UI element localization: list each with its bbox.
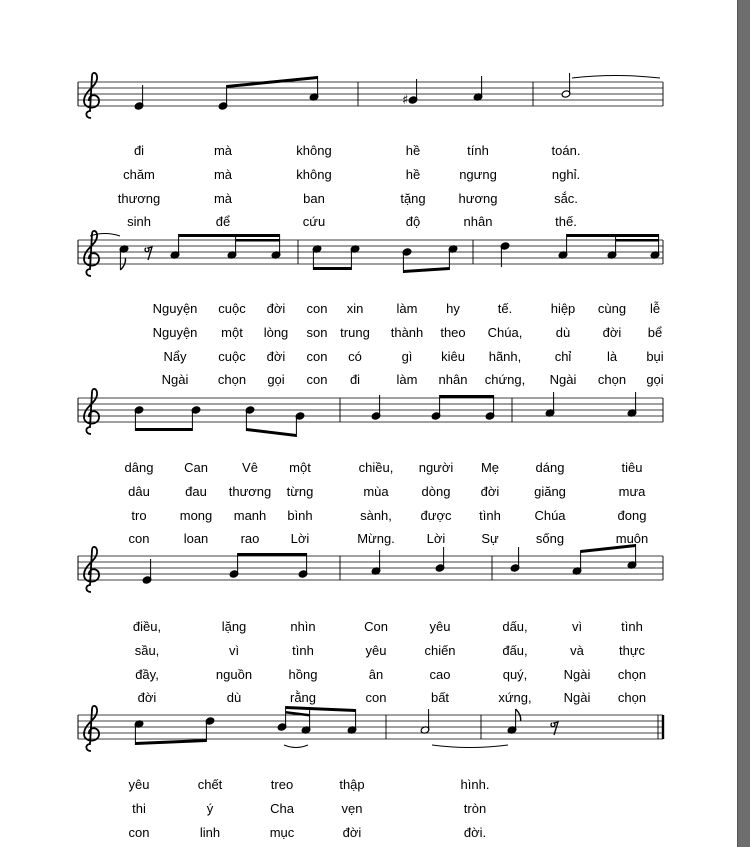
lyric-word: sành,	[360, 507, 392, 523]
lyric-word: con	[128, 824, 150, 840]
lyric-word: muôn	[615, 531, 649, 547]
lyric-word: cuộc	[218, 301, 246, 316]
lyric-word: vì	[571, 619, 583, 634]
lyric-word: đau	[185, 483, 207, 499]
lyric-word: dáng	[535, 460, 565, 475]
lyric-word: linh	[199, 824, 221, 840]
lyric-word: đời	[266, 348, 286, 364]
lyric-word: con	[306, 372, 328, 388]
lyric-word: đời	[602, 324, 622, 340]
lyric-word: hương	[458, 190, 498, 206]
lyric-word: tặng	[400, 190, 426, 206]
lyric-word: Ngài	[563, 666, 591, 682]
lyric-word: chỉ	[554, 348, 572, 364]
lyric-word: ân	[368, 666, 384, 682]
lyric-word: đời.	[463, 824, 487, 840]
lyric-word: thi	[132, 800, 146, 816]
lyric-word: đi	[349, 372, 361, 388]
lyric-word: con	[365, 690, 387, 706]
lyric-word: đời	[137, 690, 157, 706]
sub-beam-1-0-0	[236, 239, 280, 242]
lyric-word: Mẹ	[480, 460, 500, 475]
lyric-word: chết	[197, 777, 223, 792]
lyric-word: vẹn	[341, 800, 363, 816]
lyric-word: để	[215, 214, 231, 230]
lyric-word: thương	[117, 190, 161, 206]
lyric-word: gì	[401, 348, 413, 364]
lyric-word: ngưng	[459, 166, 497, 182]
lyric-word: tròn	[463, 800, 487, 816]
lyric-word: cao	[429, 666, 451, 682]
lyric-word: lễ	[649, 301, 661, 316]
lyric-word: Vê	[242, 460, 258, 475]
lyric-word: mà	[213, 143, 233, 158]
beam-2-0	[135, 428, 192, 431]
lyric-word: tiêu	[621, 460, 643, 475]
lyric-word: nhân	[463, 214, 493, 230]
lyric-word: Ngài	[563, 690, 591, 706]
treble-clef-1	[84, 231, 99, 276]
lyric-word: hề	[405, 166, 421, 182]
lyric-word: rằng	[289, 690, 317, 706]
lyric-word: không	[296, 166, 332, 182]
lyric-word: Chúa,	[487, 324, 523, 340]
lyric-word: mong	[179, 507, 213, 523]
lyric-word: ý	[206, 800, 214, 816]
beam-1-1	[313, 267, 351, 270]
lyric-word: Chúa	[534, 507, 566, 523]
lyric-word: xứng,	[498, 690, 532, 706]
lyric-word: chăm	[123, 166, 155, 182]
tie-0-0	[572, 76, 660, 79]
lyric-word: Ngài	[161, 372, 189, 388]
lyric-word: đời	[480, 483, 500, 499]
lyric-word: con	[128, 531, 150, 547]
lyric-word: đời	[342, 824, 362, 840]
lyric-word: dấu,	[502, 619, 528, 634]
lyric-word: mục	[269, 824, 295, 840]
beam-3-0	[238, 553, 307, 556]
lyric-word: thế.	[555, 214, 577, 230]
lyric-word: dù	[555, 324, 571, 340]
treble-clef-0	[84, 73, 99, 118]
lyric-word: tính	[467, 143, 489, 158]
beam-1-2	[403, 267, 449, 273]
lyric-word: Lời	[426, 531, 446, 547]
lyric-word: dâu	[128, 483, 150, 499]
lyric-word: nhân	[438, 372, 468, 388]
lyric-word: làm	[396, 372, 418, 388]
tie-4-1	[432, 745, 508, 748]
lyric-word: và	[570, 642, 584, 658]
lyric-word: hề	[405, 143, 421, 158]
lyric-word: vì	[228, 642, 240, 658]
lyric-word: một	[289, 460, 311, 475]
tie-4-0	[284, 745, 308, 748]
lyric-word: chọn	[617, 666, 647, 682]
lyric-word: Ngài	[549, 372, 577, 388]
lyric-word: tình	[479, 507, 501, 523]
lyric-word: hình.	[460, 777, 490, 792]
lyric-word: Can	[184, 460, 208, 475]
sub-beam-4-1-0	[286, 711, 310, 717]
lyric-word: bể	[647, 324, 663, 340]
lyric-word: toán.	[551, 143, 581, 158]
lyric-word: cứu	[302, 214, 326, 230]
lyric-word: lặng	[221, 619, 247, 634]
lyric-word: gọi	[646, 372, 664, 388]
lyric-word: giăng	[534, 483, 566, 499]
lyric-word: kiêu	[441, 348, 465, 364]
lyric-word: Lời	[290, 531, 310, 547]
lyric-word: sắc.	[554, 190, 578, 206]
lyric-word: dòng	[421, 483, 451, 499]
lyric-word: bất	[430, 690, 450, 706]
lyric-word: trung	[340, 324, 370, 340]
sharp-0-3: ♯	[402, 93, 409, 108]
lyric-word: đầy,	[135, 666, 159, 682]
lyric-word: Nguyện	[152, 324, 198, 340]
lyric-word: bình	[287, 507, 313, 523]
lyric-word: Mừng.	[357, 531, 395, 547]
lyric-word: mà	[213, 166, 233, 182]
lyric-word: đời	[266, 301, 286, 316]
lyric-word: đấu,	[502, 642, 528, 658]
lyric-word: cuộc	[218, 348, 246, 364]
sub-beam-1-3-0	[616, 239, 659, 242]
lyric-word: con	[306, 301, 328, 316]
lyric-word: yêu	[365, 642, 387, 658]
lyric-word: điều,	[132, 619, 162, 634]
scrollbar[interactable]	[737, 0, 750, 847]
lyric-word: sống	[535, 531, 565, 547]
lyric-word: chiều,	[358, 460, 394, 475]
lyric-word: thành	[390, 324, 424, 340]
lyric-word: Cha	[270, 800, 294, 816]
beam-1-3	[567, 234, 659, 237]
lyric-word: nghỉ.	[551, 166, 581, 182]
beam-2-2	[440, 395, 494, 398]
lyric-word: có	[348, 348, 362, 364]
lyric-word: được	[420, 507, 452, 523]
lyric-word: mà	[213, 190, 233, 206]
lyric-word: Nguyện	[152, 301, 198, 316]
lyric-word: dù	[226, 690, 242, 706]
lyric-word: quý,	[502, 666, 528, 682]
lyric-word: hãnh,	[488, 348, 522, 364]
lyric-word: đi	[133, 143, 145, 158]
treble-clef-2	[84, 389, 99, 434]
lyric-word: mùa	[363, 483, 389, 499]
lyric-word: hồng	[288, 666, 318, 682]
treble-clef-3	[84, 547, 99, 592]
lyric-word: son	[306, 324, 328, 340]
beam-4-1	[286, 706, 356, 712]
beam-4-0	[135, 739, 206, 745]
lyric-word: chiến	[424, 642, 456, 658]
lyric-word: loan	[183, 531, 209, 547]
lyric-word: dâng	[124, 460, 154, 475]
lyric-word: tình	[292, 642, 314, 658]
lyric-word: Nẩy	[163, 348, 187, 364]
lyric-word: tế.	[497, 301, 513, 316]
lyric-word: chọn	[617, 690, 647, 706]
lyric-word: ban	[303, 190, 325, 206]
lyric-word: treo	[270, 777, 294, 792]
beam-1-0	[179, 234, 280, 237]
lyric-word: xin	[346, 301, 364, 316]
lyric-word: bụi	[646, 348, 664, 364]
lyric-word: tình	[621, 619, 643, 634]
lyric-word: manh	[233, 507, 267, 523]
lyric-word: sầu,	[134, 642, 160, 658]
lyric-word: hiệp	[550, 301, 576, 316]
lyric-word: cùng	[597, 301, 627, 316]
lyric-word: yêu	[128, 777, 150, 792]
lyric-word: thương	[228, 483, 272, 499]
lyric-word: không	[296, 143, 332, 158]
lyric-word: con	[306, 348, 328, 364]
lyric-word: làm	[396, 301, 418, 316]
lyric-word: sinh	[127, 214, 151, 230]
lyric-word: chọn	[217, 372, 247, 388]
tie-1-0	[90, 234, 120, 237]
lyric-word: gọi	[267, 372, 285, 388]
lyric-word: thập	[339, 777, 365, 792]
lyric-word: theo	[440, 324, 466, 340]
treble-clef-4	[84, 706, 99, 751]
lyric-word: người	[418, 460, 454, 475]
lyric-word: Sự	[481, 531, 499, 547]
lyric-word: đong	[617, 507, 647, 523]
lyric-word: rao	[240, 531, 260, 547]
lyric-word: mưa	[618, 483, 646, 499]
beam-2-1	[246, 428, 296, 437]
lyric-word: là	[606, 348, 618, 364]
lyric-word: tro	[131, 507, 147, 523]
lyric-word: nhìn	[290, 619, 316, 634]
lyric-word: một	[221, 324, 243, 340]
lyric-word: độ	[405, 214, 421, 230]
lyric-word: từng	[286, 483, 314, 499]
lyric-word: nguồn	[215, 666, 253, 682]
lyric-word: chọn	[597, 372, 627, 388]
lyric-word: chứng,	[484, 372, 526, 388]
lyric-word: hy	[446, 301, 460, 316]
lyric-word: thực	[618, 642, 646, 658]
lyric-word: Con	[364, 619, 388, 634]
lyric-word: yêu	[429, 619, 451, 634]
lyric-word: lòng	[263, 324, 289, 340]
